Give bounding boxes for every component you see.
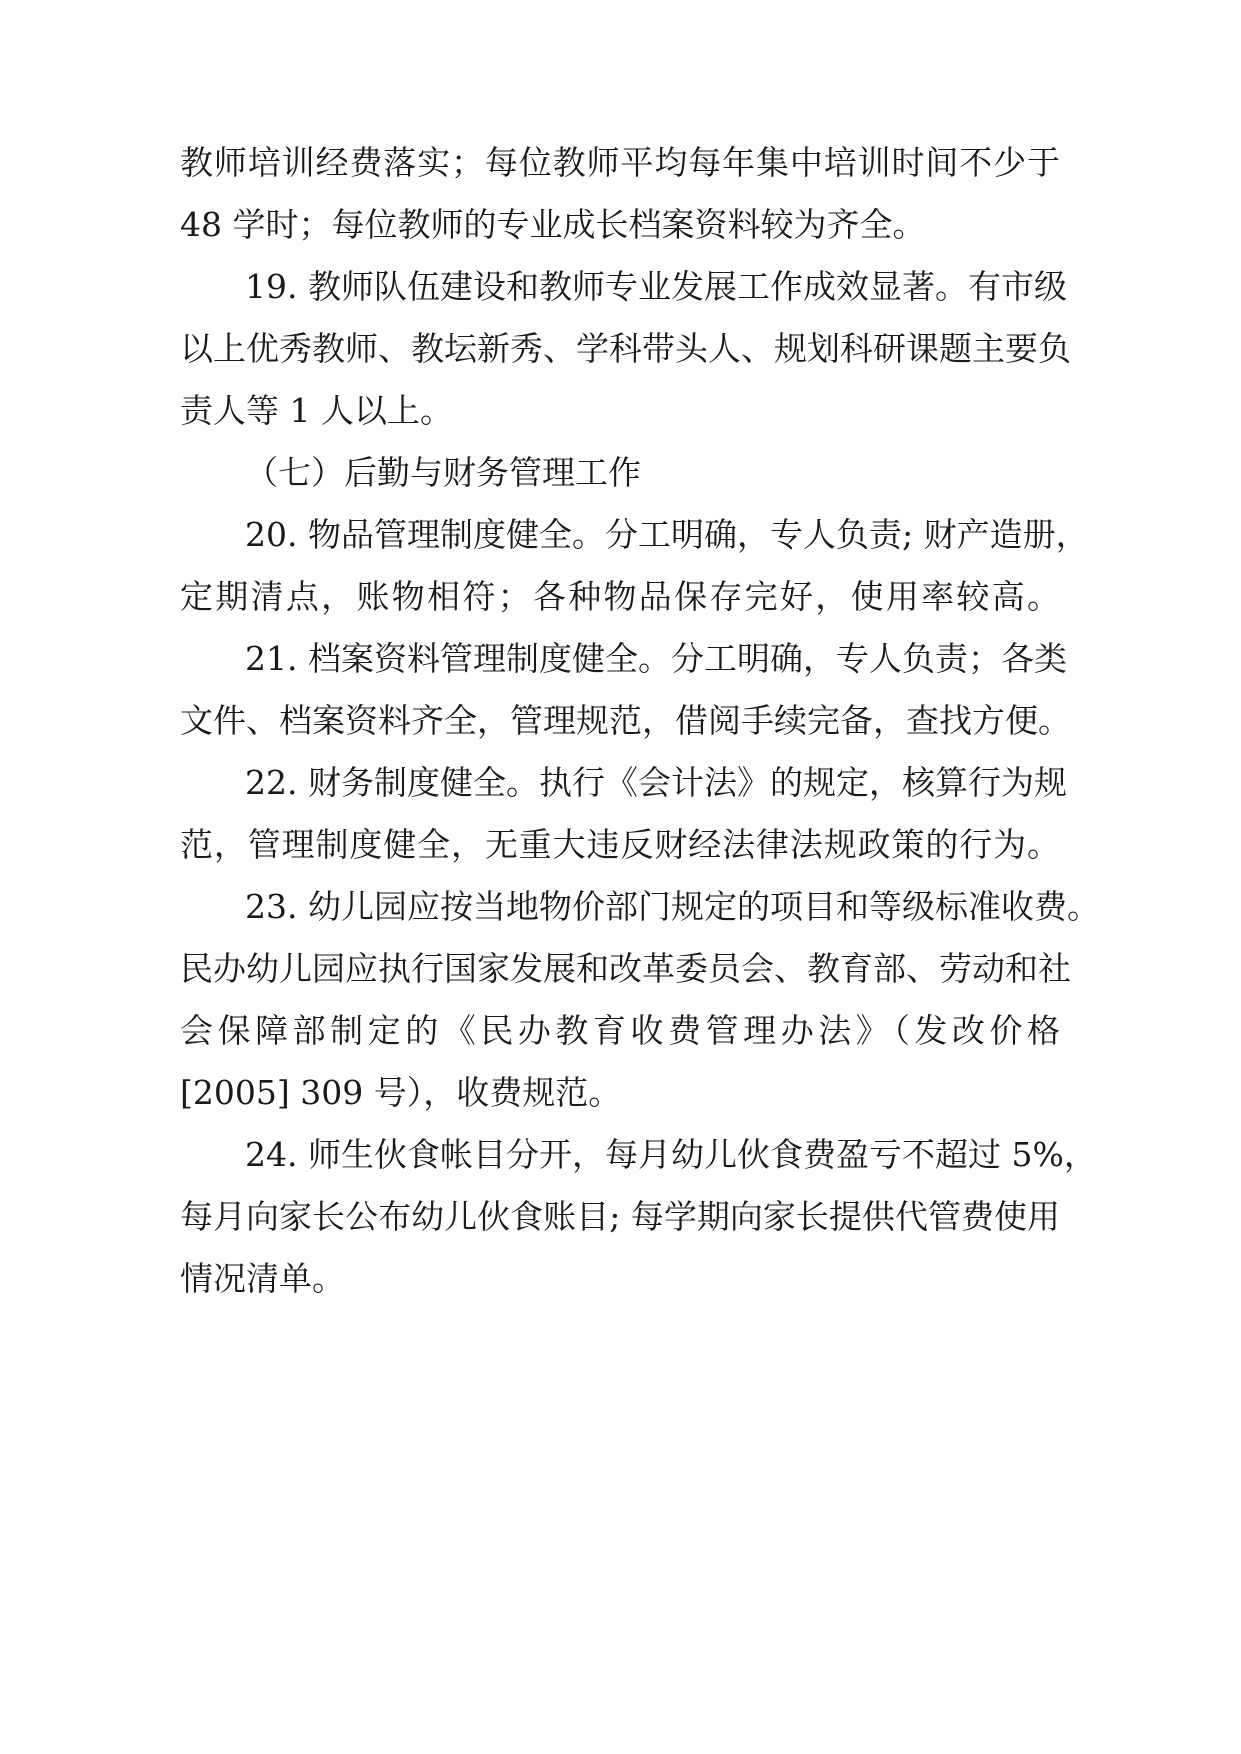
item-23-heading: 23. 幼儿园应按当地物价部门规定的项目和等级标准收费。 [245,887,1100,926]
item-24-heading: 24. 师生伙食帐目分开，每月幼儿伙食费盈亏不超过 5%， [245,1135,1097,1174]
section-heading-7: （七）后勤与财务管理工作 [245,453,641,492]
text-line: 范，管理制度健全，无重大违反财经法律法规政策的行为。 [180,825,1060,864]
text-line: 定期清点，账物相符；各种物品保存完好，使用率较高。 [180,577,1060,616]
text-line: 会保障部制定的《民办教育收费管理办法》（发改价格 [180,1011,1060,1050]
text-line: 每月向家长公布幼儿伙食账目; 每学期向家长提供代管费使用 [180,1197,1060,1236]
text-line: 文件、档案资料齐全，管理规范，借阅手续完备，查找方便。 [180,701,1071,740]
text-line: 民办幼儿园应执行国家发展和改革委员会、教育部、劳动和社 [180,949,1071,988]
text-line: 情况清单。 [180,1259,345,1298]
item-20-heading: 20. 物品管理制度健全。分工明确，专人负责; 财产造册， [245,515,1089,554]
text-line: 48 学时；每位教师的专业成长档案资料较为齐全。 [180,205,926,244]
text-line: 教师培训经费落实；每位教师平均每年集中培训时间不少于 [180,143,1060,182]
item-22-heading: 22. 财务制度健全。执行《会计法》的规定，核算行为规 [245,763,1067,802]
text-line: 责人等 1 人以上。 [180,391,453,430]
item-21-heading: 21. 档案资料管理制度健全。分工明确，专人负责；各类 [245,639,1067,678]
text-line: 以上优秀教师、教坛新秀、学科带头人、规划科研课题主要负 [180,329,1071,368]
item-19-heading: 19. 教师队伍建设和教师专业发展工作成效显著。有市级 [245,267,1067,306]
text-line: [2005] 309 号），收费规范。 [180,1073,622,1112]
